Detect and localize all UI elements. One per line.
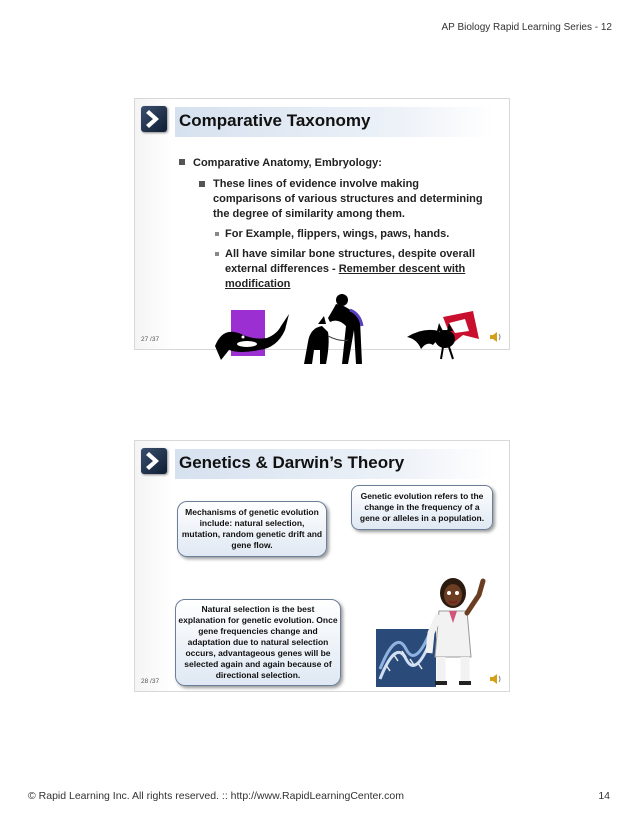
slide-genetics-darwin [134, 440, 510, 692]
bullet-level1: Comparative Anatomy, Embryology: [179, 157, 382, 169]
speaker-icon[interactable] [489, 673, 503, 685]
copyright-footer: © Rapid Learning Inc. All rights reserved. :: http://www.RapidLearningCenter.com [28, 790, 405, 802]
bullet-level2: These lines of evidence involve making comparisons of various structures and determining the degree of similarity among them. [199, 177, 485, 222]
page-number: 14 [598, 790, 610, 802]
whale-image [211, 304, 293, 364]
arrow-icon [141, 106, 167, 132]
slide-left-bar [135, 441, 173, 691]
slide-number: 27 /37 [141, 336, 160, 343]
slide-left-bar [135, 99, 173, 349]
slide-title: Comparative Taxonomy [179, 111, 371, 130]
arrow-icon [141, 448, 167, 474]
bullet-level3: All have similar bone structures, despite overall external differences - Remember descent with modification [215, 247, 493, 292]
speech-bubble-natural-selection: Natural selection is the best explanation for genetic evolution. Once gene frequencies change and adaptation due to natural selection occurs, advantageous genes will be selected again and again because of directional selection. [175, 599, 341, 686]
speaker-icon[interactable] [489, 331, 503, 343]
human-and-dog-image [300, 292, 380, 366]
underlined-text: Remember descent with modification [225, 263, 466, 290]
speech-bubble-mechanisms: Mechanisms of genetic evolution include: natural selection, mutation, random genetic drift and gene flow. [177, 501, 327, 557]
bat-image [403, 309, 483, 363]
speech-bubble-definition: Genetic evolution refers to the change in the frequency of a gene or alleles in a population. [351, 485, 493, 530]
bullet-level3: For Example, flippers, wings, paws, hands. [215, 227, 493, 242]
slide-title: Genetics & Darwin’s Theory [179, 453, 405, 472]
series-header: AP Biology Rapid Learning Series - 12 [441, 22, 612, 33]
slide-number: 28 /37 [141, 678, 160, 685]
slide-comparative-taxonomy [134, 98, 510, 350]
teacher-character-image [425, 573, 493, 687]
